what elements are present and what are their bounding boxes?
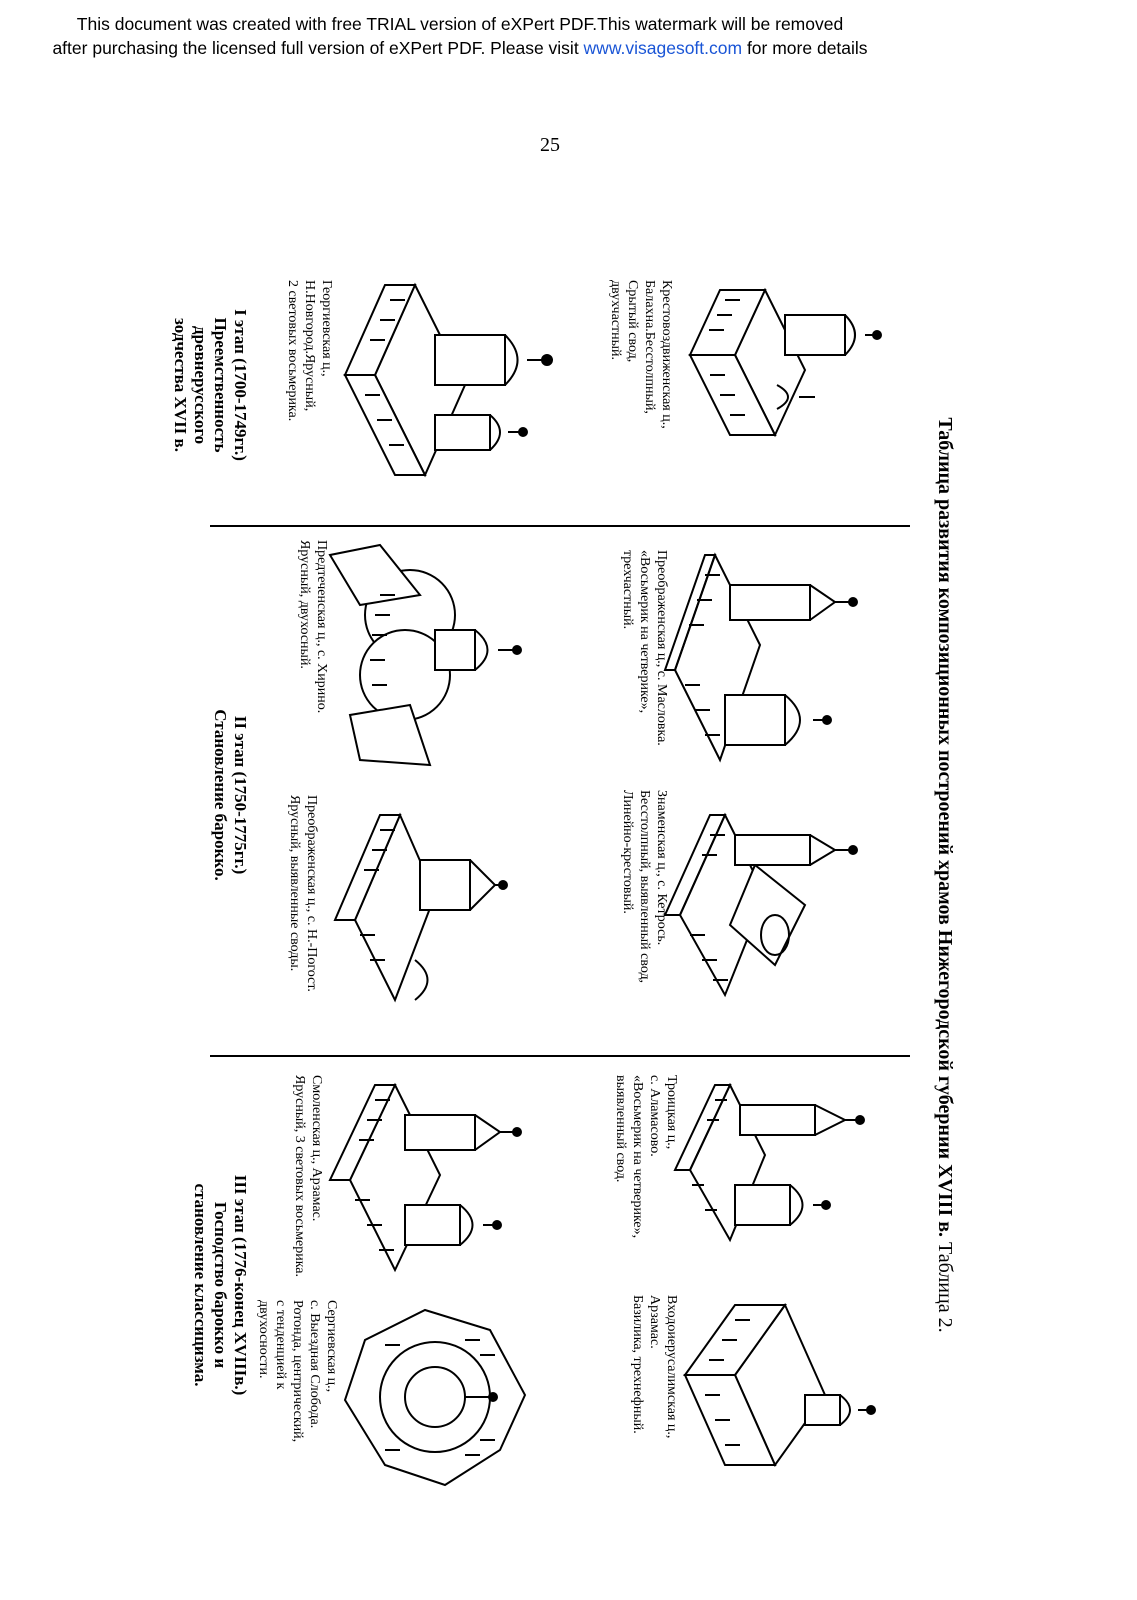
caption-line: Преображенская ц., с. Масловка.	[654, 550, 669, 746]
church-drawing-troitskaya	[670, 1075, 870, 1250]
stage-divider-2	[210, 1055, 910, 1057]
caption-line: Арзамас.	[647, 1295, 662, 1349]
stage-divider-1	[210, 525, 910, 527]
caption-line: с. Выездная Слобода.	[307, 1300, 322, 1429]
caption-line: Смоленская ц., Арзамас.	[309, 1075, 324, 1222]
caption-line: выявленный свод.	[613, 1075, 628, 1183]
caption-line: Н.Новгород.Ярусный,	[302, 280, 317, 412]
caption-line: с тенденцией к	[273, 1300, 288, 1390]
caption-line: Троицкая ц.,	[664, 1075, 679, 1150]
caption-line: Бесстолпный, выявленный свод,	[637, 790, 652, 984]
caption-troitskaya	[612, 1075, 680, 1255]
caption-line: Базилика, трехнефный.	[630, 1295, 645, 1434]
stage-line: зодчества XVII в.	[171, 318, 190, 452]
caption-line: Предтеченская ц., с. Хирино.	[314, 540, 329, 714]
caption-line: с. Аламасово.	[647, 1075, 662, 1157]
caption-line: «Восьмерик на четверике»,	[630, 1075, 645, 1239]
caption-line: Георгиевская ц.,	[319, 280, 334, 377]
church-drawing-vkhodoierusalimskaya	[675, 1295, 885, 1475]
caption-line: Крестовоздвиженская ц.,	[659, 280, 674, 429]
caption-line: Ярусный, выявленные своды.	[287, 795, 302, 972]
caption-line: Ярусный, двухосный.	[297, 540, 312, 669]
stage-line: Господство барокко и	[211, 1201, 230, 1369]
watermark-link[interactable]: www.visagesoft.com	[583, 38, 743, 58]
caption-line: двухосности.	[256, 1300, 271, 1379]
church-drawing-preobrazhenskaya-pogost	[325, 800, 510, 1015]
caption-line: двухчастный.	[608, 280, 623, 361]
stage-3-label	[190, 1135, 250, 1435]
stage-line: Преемственность	[211, 317, 230, 453]
church-drawing-preobrazhenskaya-maslovka	[660, 545, 865, 775]
caption-smolenskaya	[291, 1075, 325, 1325]
caption-line: трехчастный.	[620, 550, 635, 630]
caption-line: Преображенская ц., с. Н.-Погост.	[304, 795, 319, 992]
stage-1-label	[170, 255, 250, 515]
caption-znamenskaya	[619, 790, 670, 1035]
stage-line: I этап (1700-1749гг.)	[231, 309, 250, 461]
stage-line: II этап (1750-1775гг.)	[231, 715, 250, 875]
watermark-line-1: This document was created with free TRIAL version of eXPert PDF.This watermark will be removed	[76, 14, 844, 34]
caption-preobrazhenskaya-maslovka	[619, 550, 670, 790]
caption-line: Знаменская ц., с. Кетрось.	[654, 790, 669, 946]
caption-line: Балахна.Бесстолпный,	[642, 280, 657, 414]
stage-line: III этап (1776-конец XVIIIв.)	[231, 1174, 250, 1396]
caption-preobrazhenskaya-pogost	[286, 795, 320, 1035]
table-label: Таблица 2.	[934, 1242, 956, 1333]
caption-line: Сергиевская ц.,	[324, 1300, 339, 1393]
stage-line: становление классицизма.	[191, 1183, 210, 1387]
caption-georgievskaya	[284, 280, 335, 480]
stage-line: Становление барокко.	[211, 709, 230, 881]
caption-line: Срытый свод,	[625, 280, 640, 363]
caption-line: «Восьмерик на четверике»,	[637, 550, 652, 714]
caption-sergievskaya	[255, 1300, 340, 1500]
watermark-text-end: for more details	[742, 38, 868, 58]
church-drawing-sergievskaya	[330, 1300, 535, 1495]
church-drawing-georgievskaya	[340, 275, 565, 485]
trial-watermark	[0, 12, 920, 60]
church-drawing-predtechenskaya	[315, 535, 530, 775]
caption-vkhodoierusalimskaya	[629, 1295, 680, 1495]
watermark-line-2	[0, 36, 920, 60]
church-drawing-krestovozdvizhenskaya	[680, 275, 885, 445]
caption-line: 2 световых восьмерика.	[285, 280, 300, 422]
plate-title	[933, 235, 956, 1515]
caption-line: Ротонда, центрический,	[290, 1300, 305, 1443]
church-drawing-znamenskaya	[660, 795, 865, 1015]
caption-line: Линейно-крестовый.	[620, 790, 635, 914]
church-drawing-smolenskaya	[325, 1075, 555, 1280]
rotated-table-plate	[171, 235, 960, 1515]
caption-line: Входоиерусалимская ц.,	[664, 1295, 679, 1439]
stage-line: древнерусского	[191, 325, 210, 445]
caption-predtechenskaya	[296, 540, 330, 780]
caption-line: Ярусный, 3 световых восьмерика.	[292, 1075, 307, 1277]
page-number: 25	[540, 134, 560, 156]
stage-2-label	[210, 655, 250, 935]
caption-krestovozdvizhenskaya	[607, 280, 675, 480]
plate-title-text: Таблица развития композиционных построений храмов Нижегородской губернии XVIII в.	[934, 417, 956, 1238]
watermark-text: after purchasing the licensed full version of eXPert PDF. Please visit	[52, 38, 584, 58]
